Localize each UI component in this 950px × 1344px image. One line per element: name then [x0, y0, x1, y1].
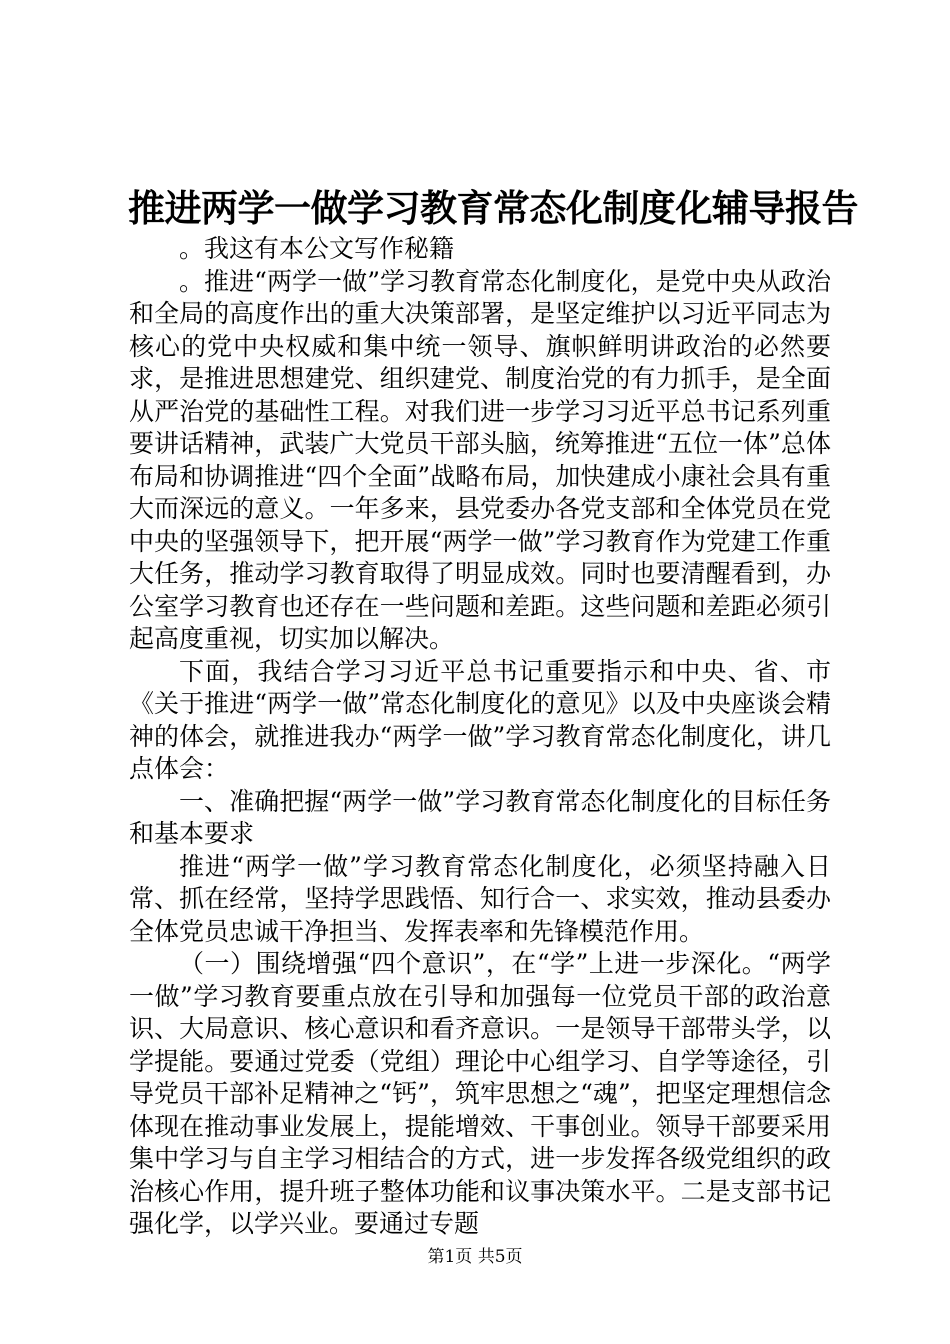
paragraph-opening: 。推进“两学一做”学习教育常态化制度化，是党中央从政治和全局的高度作出的重大决策部署，是坚定维护以习近平同志为核心的党中央权威和集中统一领导、旗帜鲜明讲政治的必然要求，是推进思想建党、组织建党、制度治党的有力抓手，是全面从严治党的基础性工程。对我们进一步学习习近平总书记系列重要讲话精神，武装广大党员干部头脑，统筹推进“五位一体”总体布局和协调推进“四个全面”战略布局，加快建成小康社会具有重大而深远的意义。一年多来，县党委办各党支部和全体党员在党中央的坚强领导下，把开展“两学一做”学习教育作为党建工作重大任务，推动学习教育取得了明显成效。同时也要清醒看到，办公室学习教育也还存在一些问题和差距。这些问题和差距必须引起高度重视，切实加以解决。 — [129, 266, 831, 653]
paragraph-subsection-1: （一）围绕增强“四个意识”，在“学”上进一步深化。“两学一做”学习教育要重点放在引导和加强每一位党员干部的政治意识、大局意识、核心意识和看齐意识。一是领导干部带头学，以学提能。要通过党委（党组）理论中心组学习、自学等途径，引导党员干部补足精神之“钙”，筑牢思想之“魂”，把坚定理想信念体现在推动事业发展上，提能增效、干事创业。领导干部要采用集中学习与自主学习相结合的方式，进一步发挥各级党组织的政治核心作用，提升班子整体功能和议事决策水平。二是支部书记强化学，以学兴业。要通过专题 — [129, 949, 831, 1238]
document-title: 推进两学一做学习教育常态化制度化辅导报告 — [128, 186, 858, 230]
page-footer: 第1页 共5页 — [427, 1247, 523, 1267]
section-heading-1: 一、准确把握“两学一做”学习教育常态化制度化的目标任务和基本要求 — [129, 786, 831, 848]
paragraph-intro-note: 。我这有本公文写作秘籍 — [179, 234, 455, 263]
paragraph-section-1: 推进“两学一做”学习教育常态化制度化，必须坚持融入日常、抓在经常，坚持学思践悟、知行合一、求实效，推动县委办全体党员忠诚干净担当、发挥表率和先锋模范作用。 — [129, 851, 831, 946]
document-body — [129, 233, 831, 1241]
paragraph-outline: 下面，我结合学习习近平总书记重要指示和中央、省、市《关于推进“两学一做”常态化制度化的意见》以及中央座谈会精神的体会，就推进我办“两学一做”学习教育常态化制度化，讲几点体会： — [129, 656, 831, 783]
